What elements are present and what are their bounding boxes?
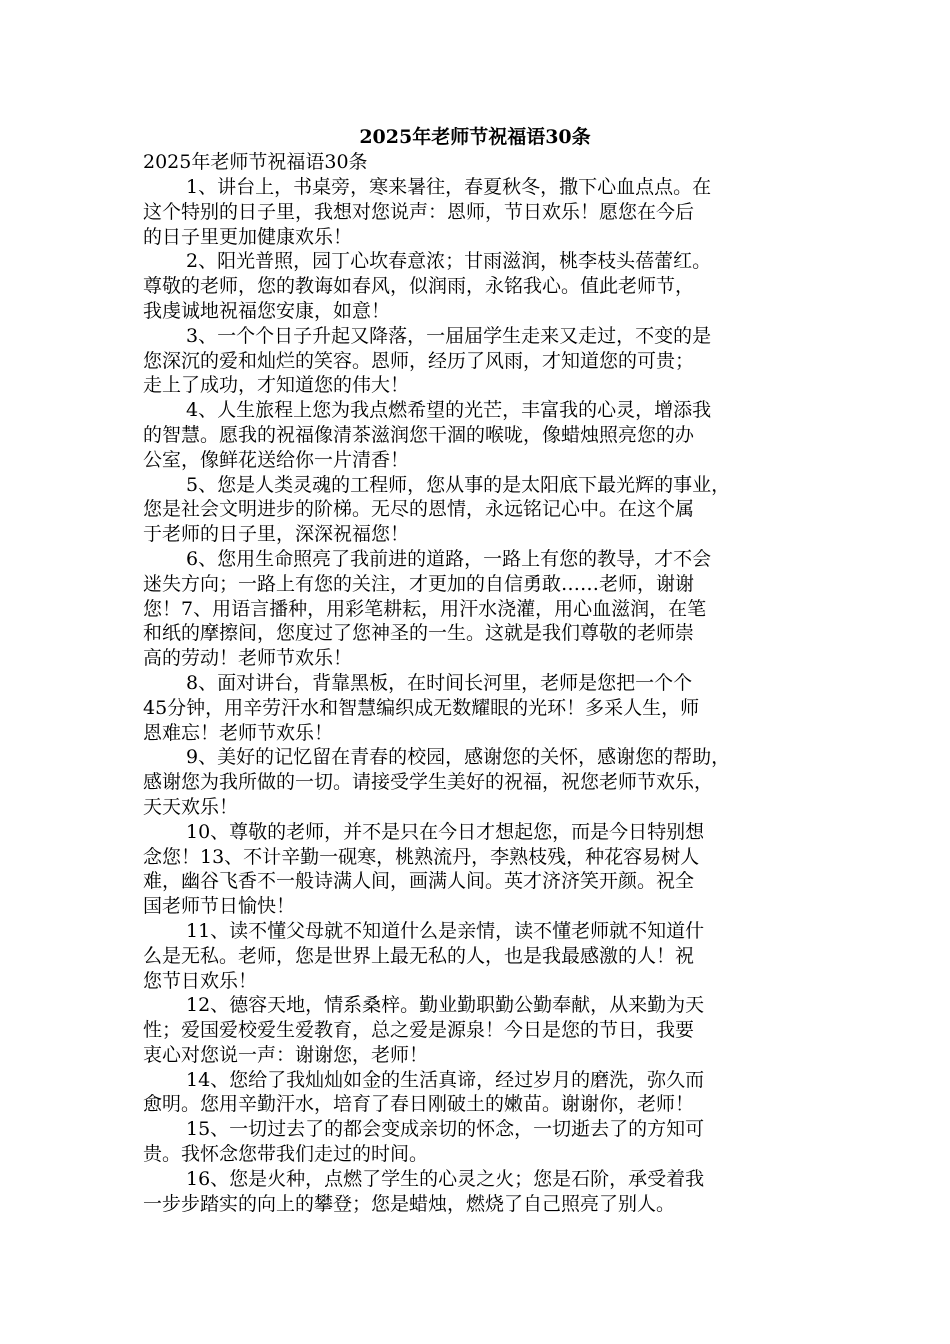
paragraph-line: 的智慧。愿我的祝福像清茶滋润您干涸的喉咙，像蜡烛照亮您的办 [143,423,695,446]
paragraph-line: 我虔诚地祝福您安康，如意！ [143,299,391,322]
paragraph [143,249,823,323]
paragraph-line: 11、读不懂父母就不知道什么是亲情，读不懂老师就不知道什 [186,919,705,942]
paragraph-line: 迷失方向；一路上有您的关注，才更加的自信勇敢……老师，谢谢 [143,572,695,595]
paragraph [143,175,823,249]
paragraph [143,398,823,472]
paragraph-line: 您！7、用语言播种，用彩笔耕耘，用汗水浇灌，用心血滋润，在笔 [143,597,707,620]
paragraph-line: 性；爱国爱校爱生爱教育，总之爱是源泉！今日是您的节日，我要 [143,1019,695,1042]
paragraph-line: 恩难忘！老师节欢乐！ [143,721,334,744]
document-body [143,175,823,1216]
paragraph [143,993,823,1067]
paragraph [143,1167,823,1217]
paragraph-line: 念您！13、不计辛勤一砚寒，桃熟流丹，李熟枝残，种花容易树人 [143,845,700,868]
paragraph-line: 公室，像鲜花送给你一片清香！ [143,448,410,471]
paragraph-line: 贵。我怀念您带我们走过的时间。 [143,1143,429,1166]
paragraph [143,671,823,745]
paragraph-line: 您节日欢乐！ [143,969,258,992]
paragraph-line: 3、一个个日子升起又降落，一届届学生走来又走过，不变的是 [186,324,712,347]
paragraph-line: 12、德容天地，情系桑梓。勤业勤职勤公勤奉献，从来勤为天 [186,994,705,1017]
paragraph [143,820,823,919]
paragraph-line: 这个特别的日子里，我想对您说声：恩师，节日欢乐！愿您在今后 [143,200,695,223]
paragraph-line: 1、讲台上，书桌旁，寒来暑往，春夏秋冬，撒下心血点点。在 [186,176,712,198]
paragraph-line: 尊敬的老师，您的教诲如春风，似润雨，永铭我心。值此老师节， [143,275,695,298]
paragraph-line: 的日子里更加健康欢乐！ [143,225,353,248]
paragraph [143,324,823,398]
paragraph [143,919,823,993]
paragraph-line: 6、您用生命照亮了我前进的道路，一路上有您的教导，才不会 [186,547,712,570]
paragraph-line: 15、一切过去了的都会变成亲切的怀念，一切逝去了的方知可 [186,1118,705,1141]
paragraph-line: 衷心对您说一声：谢谢您，老师！ [143,1043,429,1066]
paragraph-line: 8、面对讲台，背靠黑板，在时间长河里，老师是您把一个个 [186,671,693,694]
paragraph-line: 走上了成功，才知道您的伟大！ [143,374,410,397]
paragraph-line: 么是无私。老师，您是世界上最无私的人，也是我最感激的人！祝 [143,944,695,967]
paragraph [143,745,823,819]
paragraph-line: 一步步踏实的向上的攀登；您是蜡烛，燃烧了自己照亮了别人。 [143,1192,676,1215]
paragraph-line: 愈明。您用辛勤汗水，培育了春日刚破土的嫩苗。谢谢你，老师！ [143,1093,695,1116]
document-subtitle: 2025年老师节祝福语30条 [143,151,368,173]
paragraph-line: 您深沉的爱和灿烂的笑容。恩师，经历了风雨，才知道您的可贵； [143,349,695,372]
paragraph-line: 14、您给了我灿灿如金的生活真谛，经过岁月的磨洗，弥久而 [186,1068,705,1091]
paragraph-line: 16、您是火种，点燃了学生的心灵之火；您是石阶，承受着我 [186,1167,705,1190]
paragraph-line: 国老师节日愉快！ [143,895,296,918]
paragraph-line: 45分钟，用辛劳汗水和智慧编织成无数耀眼的光环！多采人生，师 [143,696,700,719]
paragraph-line: 9、美好的记忆留在青春的校园，感谢您的关怀，感谢您的帮助， [186,746,731,769]
paragraph-line: 难，幽谷飞香不一般诗满人间，画满人间。英才济济笑开颜。祝全 [143,870,695,893]
paragraph-line: 10、尊敬的老师，并不是只在今日才想起您，而是今日特别想 [186,820,705,843]
paragraph [143,1068,823,1118]
paragraph-line: 天天欢乐！ [143,795,239,818]
paragraph [143,1117,823,1167]
paragraph-line: 于老师的日子里，深深祝福您！ [143,523,410,546]
paragraph-line: 高的劳动！老师节欢乐！ [143,647,353,670]
paragraph-line: 您是社会文明进步的阶梯。无尽的恩情，永远铭记心中。在这个属 [143,498,695,521]
paragraph [143,473,823,547]
paragraph-line: 感谢您为我所做的一切。请接受学生美好的祝福，祝您老师节欢乐， [143,771,714,794]
paragraph-line: 2、阳光普照，园丁心坎春意浓；甘雨滋润，桃李枝头蓓蕾红。 [186,250,712,273]
document-title: 2025年老师节祝福语30条 [359,126,591,148]
paragraph [143,547,823,671]
paragraph-line: 4、人生旅程上您为我点燃希望的光芒，丰富我的心灵，增添我 [186,399,712,422]
paragraph-line: 和纸的摩擦间，您度过了您神圣的一生。这就是我们尊敬的老师崇 [143,622,695,645]
paragraph-line: 5、您是人类灵魂的工程师，您从事的是太阳底下最光辉的事业， [186,473,731,496]
